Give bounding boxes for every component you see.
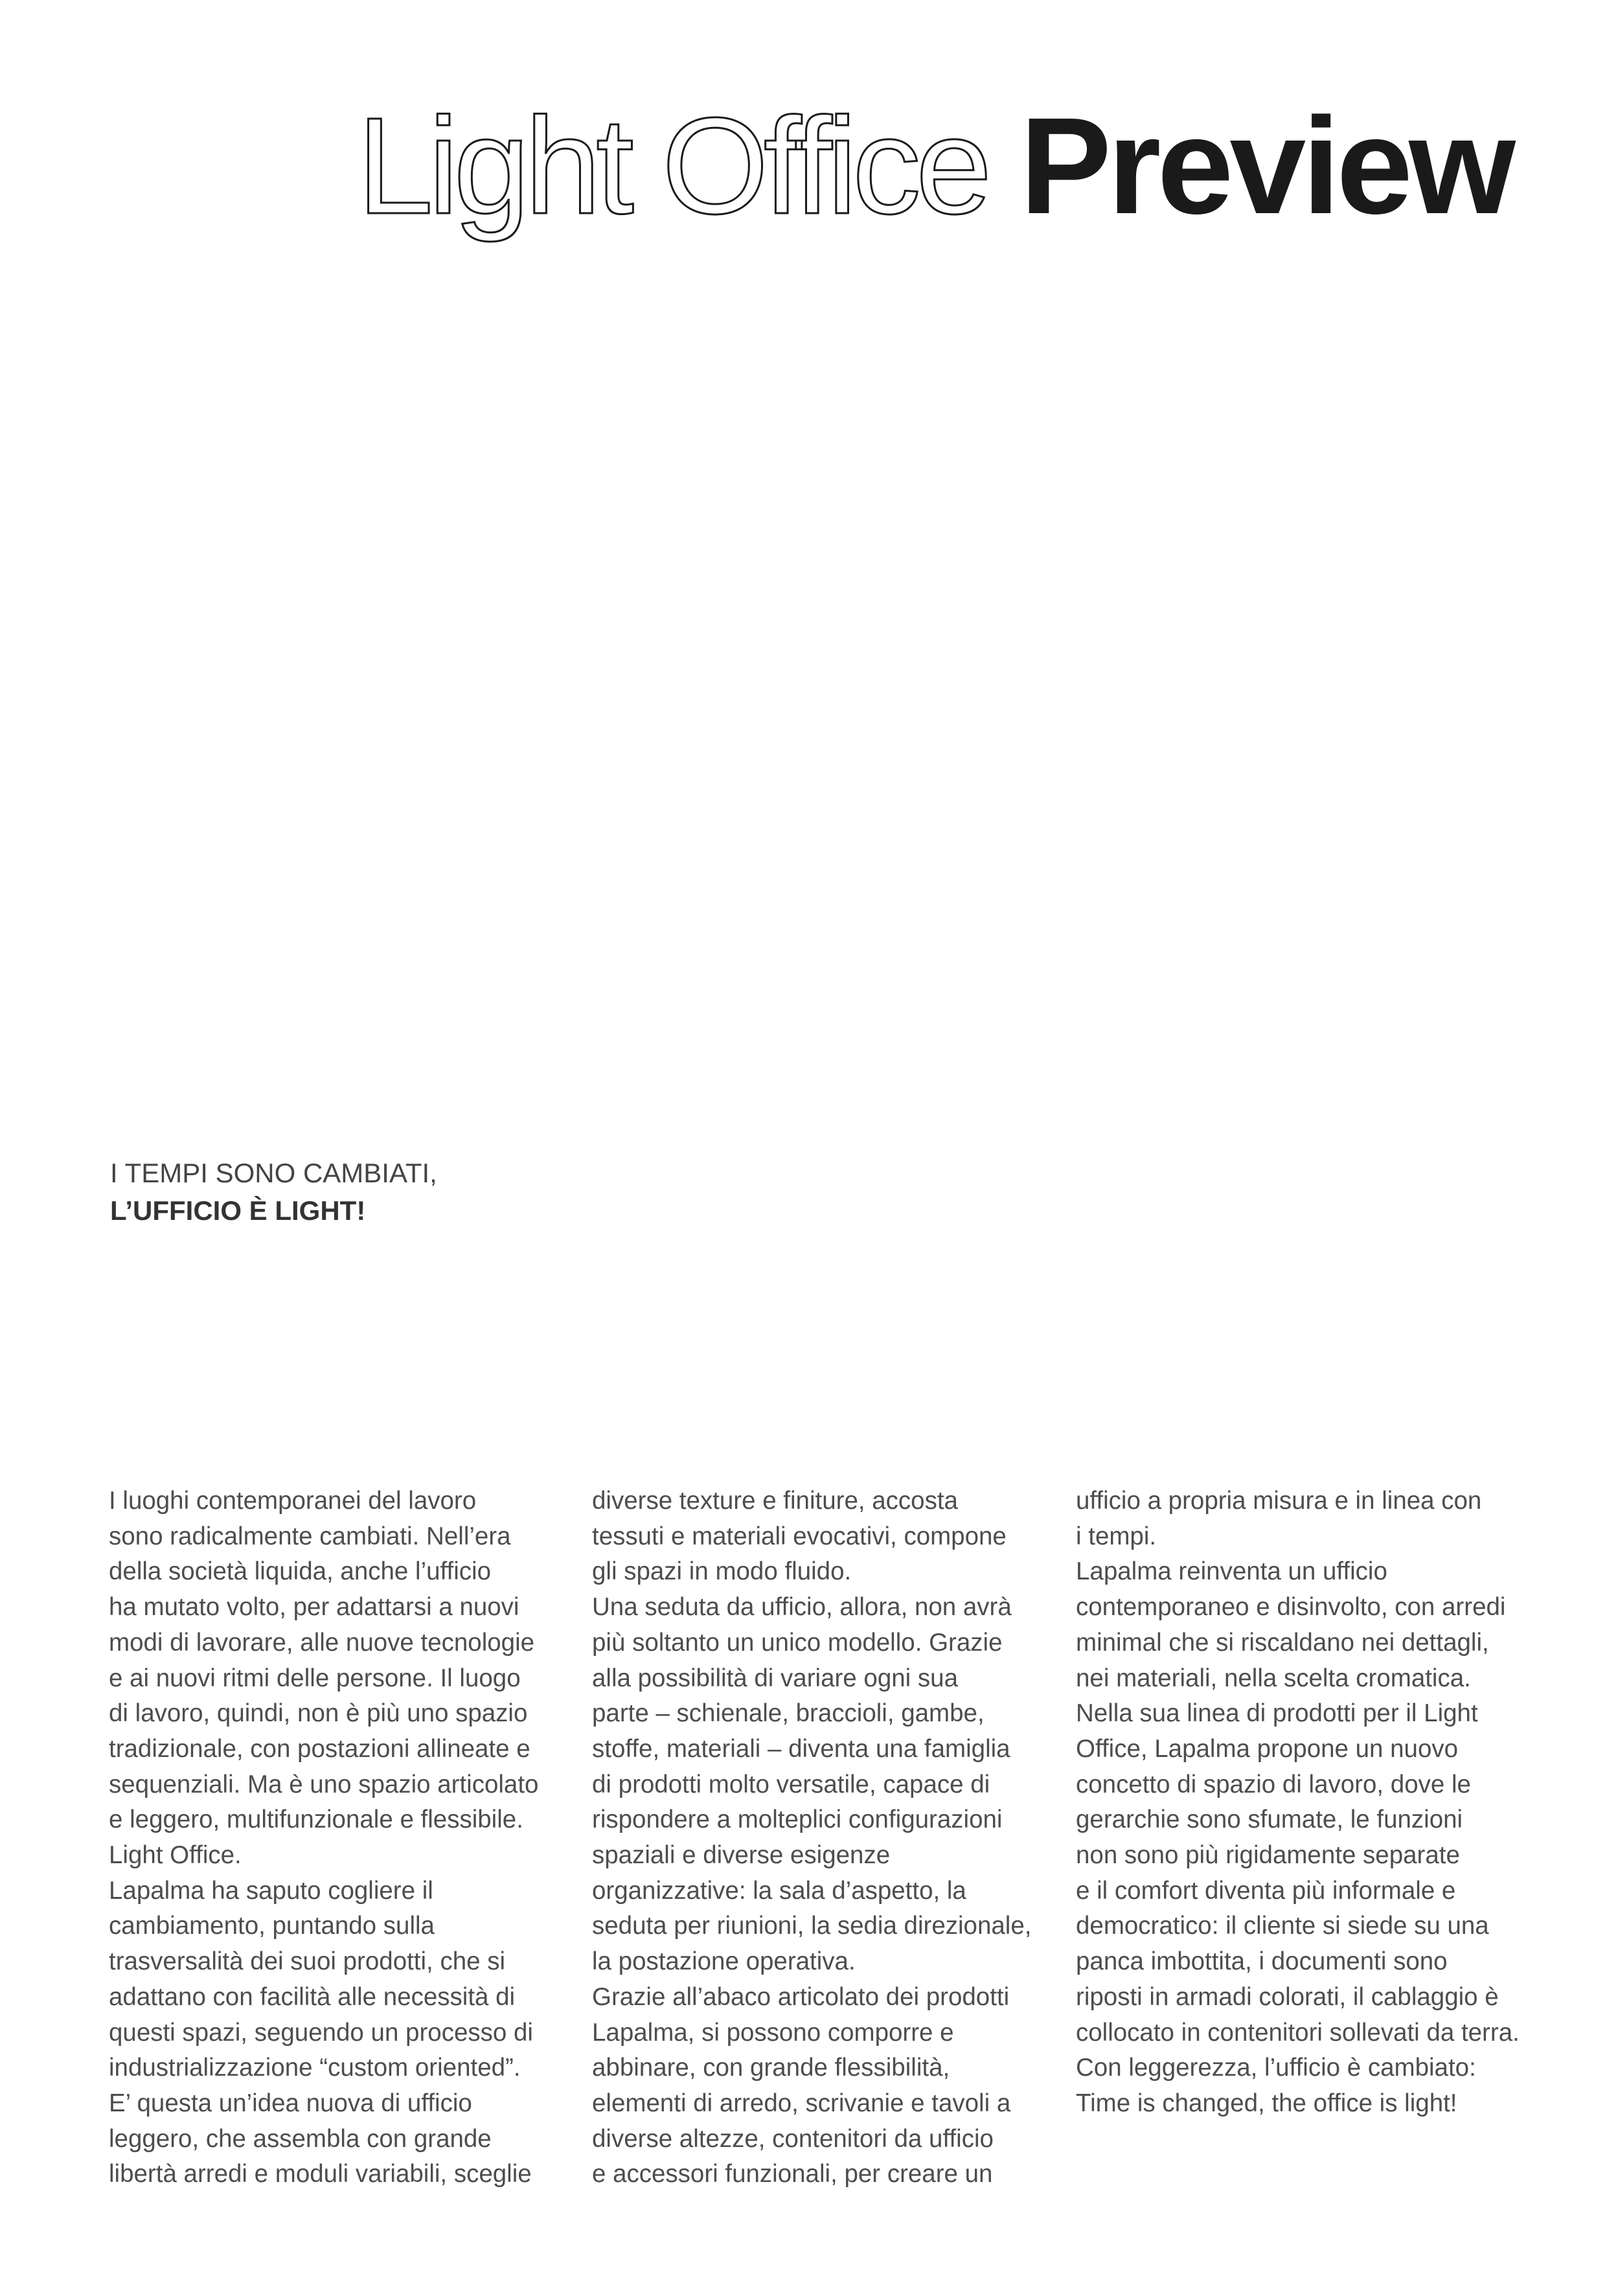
body-column-1: I luoghi contemporanei del lavoro sono radicalmente cambiati. Nell’era della società liquida, anche l’ufficio ha mutato volto, per adattarsi a nuovi modi di lavorare, alle nuove tecnologie e ai nuovi ritmi delle persone. Il luogo di lavoro, quindi, non è più uno spazio tradizionale, con postazioni allineate e sequenziali. Ma è uno spazio articolato e leggero, multifunzionale e flessibile. Light Office. Lapalma ha saputo cogliere il cambiamento, puntando sulla trasversalità dei suoi prodotti, che si adattano con facilità alle necessità di questi spazi, seguendo un processo di industrializzazione “custom oriented”. E’ questa un’idea nuova di ufficio leggero, che assembla con grande libertà arredi e moduli variabili, sceglie bbox=[109, 1487, 539, 2188]
intro-heading bbox=[110, 1154, 437, 1230]
title-bold: Preview bbox=[1020, 89, 1512, 242]
body-column-3: ufficio a propria misura e in linea con i tempi. Lapalma reinventa un ufficio contemporaneo e disinvolto, con arredi minimal che si riscaldano nei dettagli, nei materiali, nella scelta cromatica. Nella sua linea di prodotti per il Light Office, Lapalma propone un nuovo concetto di spazio di lavoro, dove le gerarchie sono sfumate, le funzioni non sono più rigidamente separate e il comfort diventa più informale e democratico: il cliente si siede su una panca imbottita, i documenti sono riposti in armadi colorati, il cablaggio è collocato in contenitori sollevati da terra. Con leggerezza, l’ufficio è cambiato: Time is changed, the office is light! bbox=[1076, 1487, 1520, 2117]
intro-line-1: I TEMPI SONO CAMBIATI, bbox=[110, 1158, 437, 1188]
body-column-2: diverse texture e finiture, accosta tessuti e materiali evocativi, compone gli spazi in modo fluido. Una seduta da ufficio, allora, non avrà più soltanto un unico modello. Grazie alla possibilità di variare ogni sua parte – schienale, braccioli, gambe, stoffe, materiali – diventa una famiglia di prodotti molto versatile, capace di rispondere a molteplici configurazioni spaziali e diverse esigenze organizzative: la sala d’aspetto, la seduta per riunioni, la sedia direzionale, la postazione operativa. Grazie all’abaco articolato dei prodotti Lapalma, si possono comporre e abbinare, con grande flessibilità, elementi di arredo, scrivanie e tavoli a diverse altezze, contenitori da ufficio e accessori funzionali, per creare un bbox=[592, 1487, 1032, 2188]
intro-line-2: L’UFFICIO È LIGHT! bbox=[110, 1195, 366, 1226]
title-light: Light Office bbox=[357, 89, 987, 242]
page-title bbox=[357, 89, 1512, 242]
